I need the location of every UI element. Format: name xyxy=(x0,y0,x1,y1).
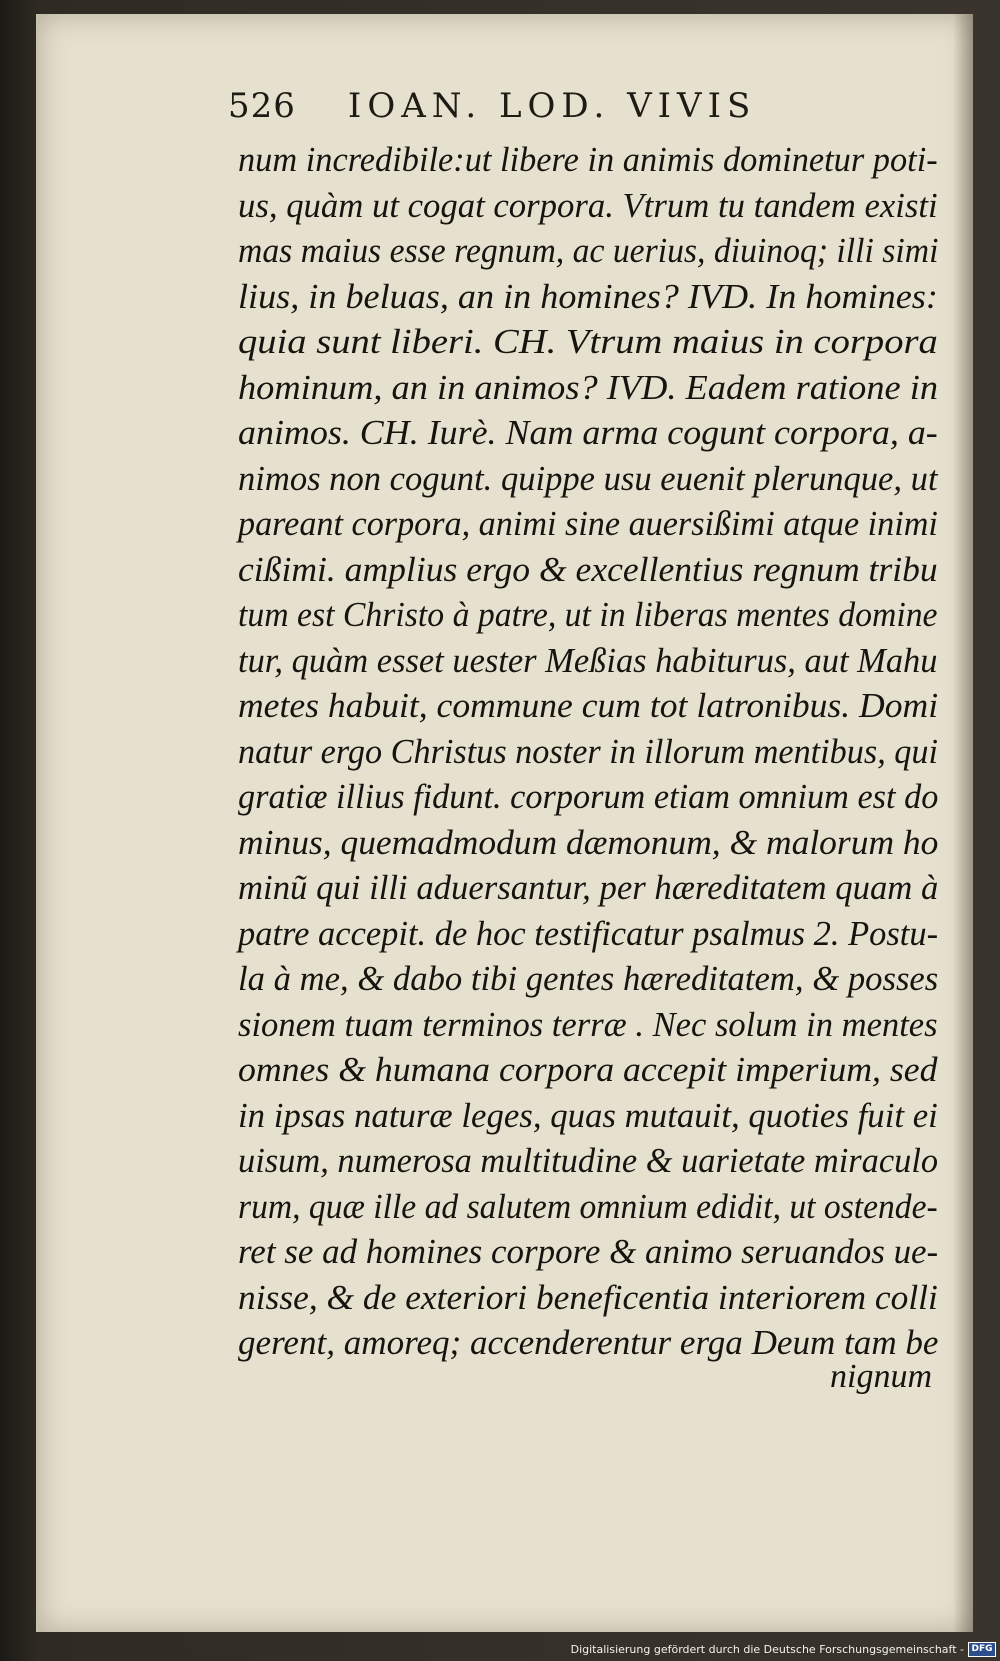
text-line: ret se ad homines corpore & animo seruandos ue- xyxy=(238,1233,939,1271)
text-line: gerent, amoreq; accenderentur erga Deum tam be xyxy=(238,1324,939,1362)
text-line: sionem tuam terminos terræ . Nec solum in mentes xyxy=(238,1005,938,1044)
text-line: nisse, & de exteriori beneficentia interiorem colli xyxy=(238,1278,938,1317)
text-line: animos. CH. Iurè. Nam arma cogunt corpora, a- xyxy=(238,414,938,452)
text-line: num incredibile:ut libere in animis dominetur poti- xyxy=(238,141,938,179)
text-line: metes habuit, commune cum tot latronibus. Domi xyxy=(238,687,939,725)
text-line: mas maius esse regnum, ac uerius, diuinoq; illi simi xyxy=(238,232,939,270)
body-text xyxy=(238,138,958,1367)
text-line: in ipsas naturæ leges, quas mutauit, quoties fuit ei xyxy=(238,1096,938,1135)
text-line: la à me, & dabo tibi gentes hæreditatem, & posses xyxy=(238,960,939,998)
text-line: omnes & humana corpora accepit imperium, sed xyxy=(238,1051,938,1089)
catchword: nignum xyxy=(830,1358,932,1395)
running-head xyxy=(228,86,828,126)
text-line: lius, in beluas, an in homines? IVD. In homines: xyxy=(238,277,938,316)
text-line: tum est Christo à patre, ut in liberas mentes domine xyxy=(238,596,938,634)
text-line: gratiæ illius fidunt. corporum etiam omnium est do xyxy=(238,778,939,816)
text-line: hominum, an in animos? IVD. Eadem ratione in xyxy=(238,368,939,407)
text-line: cißimi. amplius ergo & excellentius regnum tribu xyxy=(238,550,938,589)
text-line: tur, quàm esset uester Meßias habiturus, aut Mahu xyxy=(238,641,938,680)
text-line: pareant corpora, animi sine auersißimi atque inimi xyxy=(238,505,938,543)
footer-credit xyxy=(571,1639,996,1659)
text-line: rum, quæ ille ad salutem omnium edidit, ut ostende- xyxy=(238,1187,938,1226)
text-line: nimos non cogunt. quippe usu euenit plerunque, ut xyxy=(238,459,938,498)
text-line: minus, quemadmodum dæmonum, & malorum ho xyxy=(238,823,939,862)
text-line: patre accepit. de hoc testificatur psalmus 2. Postu- xyxy=(238,914,939,953)
page-number: 526 xyxy=(228,86,296,126)
text-line: uisum, numerosa multitudine & uarietate miraculo xyxy=(238,1142,939,1180)
footer-text: Digitalisierung gefördert durch die Deutsche Forschungsgemeinschaft - xyxy=(570,1642,964,1656)
text-line: natur ergo Christus noster in illorum mentibus, qui xyxy=(238,732,939,771)
dfg-logo: DFG xyxy=(968,1642,996,1657)
text-line: minũ qui illi aduersantur, per hæreditatem quam à xyxy=(238,869,939,907)
text-line: quia sunt liberi. CH. Vtrum maius in corpora xyxy=(238,323,938,361)
running-head-title: IOAN. LOD. VIVIS xyxy=(347,86,757,126)
text-line: us, quàm ut cogat corpora. Vtrum tu tandem existi xyxy=(238,186,938,225)
